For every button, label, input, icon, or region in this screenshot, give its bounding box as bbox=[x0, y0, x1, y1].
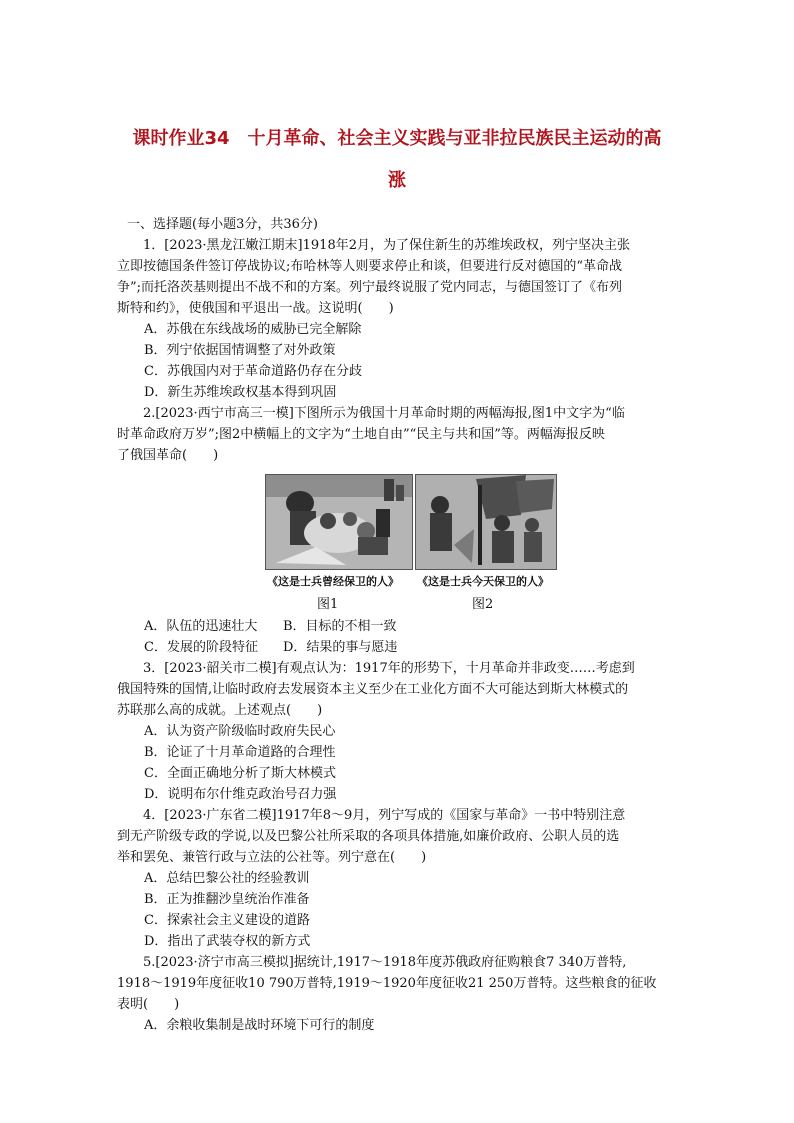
q4-line: 到无产阶级专政的学说,以及巴黎公社所采取的各项具体措施,如廉价政府、公职人员的选 bbox=[117, 829, 620, 844]
q1-line: 斯特和约》，使俄国和平退出一战。这说明( ) bbox=[117, 301, 394, 316]
title-line-1: 课时作业34 十月革命、社会主义实践与亚非拉民族民主运动的高 bbox=[132, 128, 662, 149]
q3-option-b: B．论证了十月革命道路的合理性 bbox=[144, 745, 336, 760]
figure-2-label: 图2 bbox=[472, 597, 494, 612]
q3-line: 3．[2023·韶关市二模]有观点认为：1917年的形势下，十月革命并非政变……考虑到 bbox=[143, 661, 635, 676]
q2-line: 时革命政府万岁”;图2中横幅上的文字为“土地自由”“民主与共和国”等。两幅海报反映 bbox=[117, 427, 605, 442]
question-1 bbox=[117, 235, 683, 403]
poster-1-caption: 《这是士兵曾经保卫的人》 bbox=[267, 575, 399, 588]
q1-option-b: B．列宁依据国情调整了对外政策 bbox=[144, 343, 336, 358]
q1-option-a: A．苏俄在东线战场的威胁已完全解除 bbox=[144, 322, 362, 337]
q2-options-row-1 bbox=[117, 616, 683, 637]
q3-option-c: C．全面正确地分析了斯大林模式 bbox=[144, 766, 336, 781]
section-heading: 一、选择题(每小题3分，共36分) bbox=[127, 217, 318, 232]
poster-2-caption: 《这是士兵今天保卫的人》 bbox=[417, 575, 549, 588]
question-3 bbox=[117, 658, 683, 805]
poster-1-illustration bbox=[266, 475, 412, 569]
question-5 bbox=[117, 952, 683, 1036]
q5-line: 表明( ) bbox=[117, 997, 180, 1012]
q1-line: 1．[2023·黑龙江嫩江期末]1918年2月，为了保住新生的苏维埃政权，列宁坚决主张 bbox=[143, 238, 630, 253]
q2-line: 2.[2023·西宁市高三一模]下图所示为俄国十月革命时期的两幅海报,图1中文字为“临 bbox=[143, 406, 625, 421]
q2-option-b: B．目标的不相一致 bbox=[283, 619, 397, 634]
q1-option-c: C．苏俄国内对于革命道路仍存在分歧 bbox=[144, 364, 362, 379]
q3-option-a: A．认为资产阶级临时政府失民心 bbox=[144, 724, 336, 739]
q1-option-d: D．新生苏维埃政权基本得到巩固 bbox=[144, 385, 337, 400]
q5-option-a: A．余粮收集制是战时环境下可行的制度 bbox=[144, 1018, 375, 1033]
q3-line: 俄国特殊的国情,让临时政府去发展资本主义至少在工业化方面不大可能达到斯大林模式的 bbox=[117, 682, 629, 697]
poster-image-2 bbox=[415, 474, 557, 570]
q1-line: 争”;而托洛茨基则提出不战不和的方案。列宁最终说服了党内同志，与德国签订了《布列 bbox=[117, 280, 623, 295]
title-line-2: 涨 bbox=[388, 170, 406, 191]
poster-image-1 bbox=[265, 474, 413, 570]
q5-line: 1918～1919年度征收10 790万普特,1919～1920年度征收21 250万普特。这些粮食的征收 bbox=[117, 976, 657, 991]
question-body bbox=[117, 214, 683, 1036]
q5-line: 5.[2023·济宁市高三模拟]据统计,1917～1918年度苏俄政府征购粮食7 340万普特, bbox=[143, 955, 627, 970]
question-4 bbox=[117, 805, 683, 952]
q3-line: 苏联那么高的成就。上述观点( ) bbox=[117, 703, 323, 718]
poster-2-illustration bbox=[416, 475, 556, 569]
figure-1-label: 图1 bbox=[317, 597, 339, 612]
q4-option-c: C．探索社会主义建设的道路 bbox=[144, 913, 310, 928]
q3-option-d: D．说明布尔什维克政治号召力强 bbox=[144, 787, 337, 802]
figure-labels bbox=[117, 594, 683, 616]
q2-options-row-2 bbox=[117, 637, 683, 658]
page-title bbox=[110, 118, 684, 202]
q4-option-d: D．指出了武装夺权的新方式 bbox=[144, 934, 311, 949]
question-2 bbox=[117, 403, 683, 658]
q2-option-a: A．队伍的迅速壮大 bbox=[144, 619, 258, 634]
q1-line: 立即按德国条件签订停战协议;布哈林等人则要求停止和谈，但要进行反对德国的“革命战 bbox=[117, 259, 623, 274]
q4-option-b: B．正为推翻沙皇统治作准备 bbox=[144, 892, 310, 907]
q2-option-c: C．发展的阶段特征 bbox=[144, 640, 258, 655]
q4-line: 4．[2023·广东省二模]1917年8～9月，列宁写成的《国家与革命》一书中特别注意 bbox=[143, 808, 626, 823]
poster-figure bbox=[117, 474, 683, 594]
q2-line: 了俄国革命( ) bbox=[117, 448, 219, 463]
q2-option-d: D．结果的事与愿违 bbox=[283, 640, 398, 655]
q4-line: 举和罢免、兼管行政与立法的公社等。列宁意在( ) bbox=[117, 850, 427, 865]
q4-option-a: A．总结巴黎公社的经验教训 bbox=[144, 871, 310, 886]
